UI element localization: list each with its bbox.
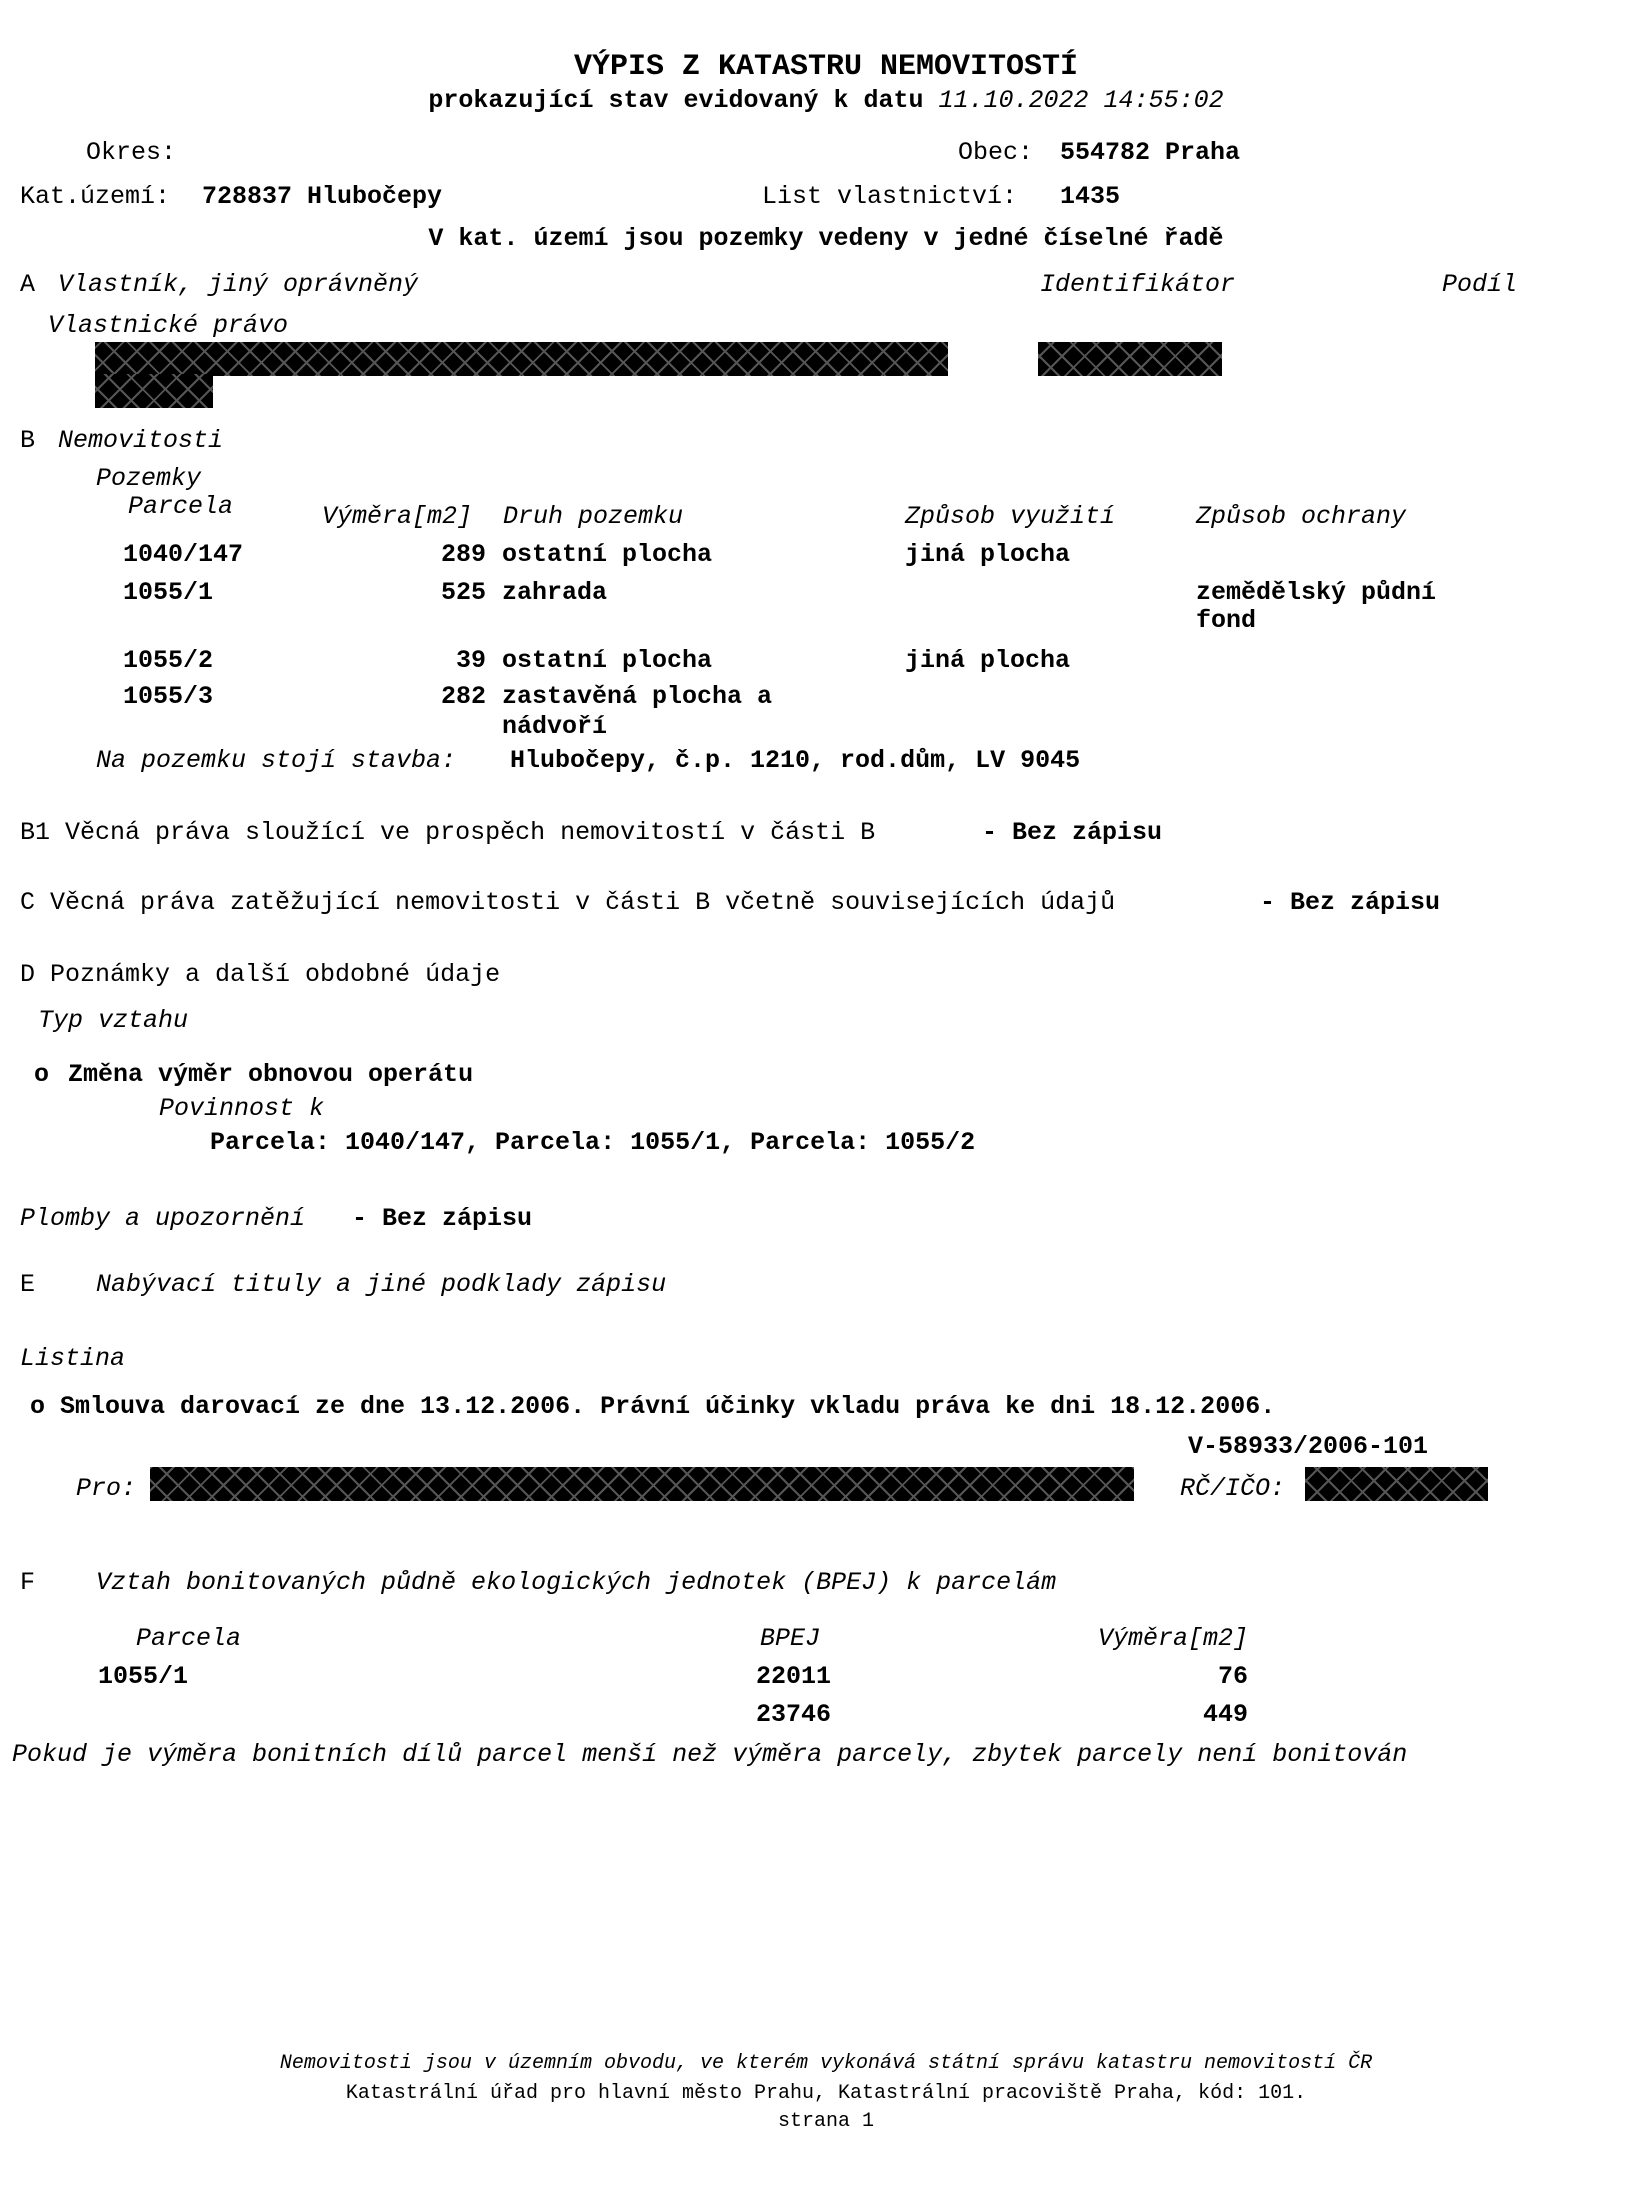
- subtitle-datetime: 11.10.2022 14:55:02: [938, 86, 1224, 115]
- parcel-type: ostatní plocha: [502, 540, 713, 569]
- section-b-heading: Nemovitosti: [58, 426, 224, 455]
- right-type: Vlastnické právo: [48, 311, 289, 340]
- parcel-area: 282: [440, 682, 486, 711]
- section-b-letter: B: [20, 426, 36, 455]
- building-value: Hlubočepy, č.p. 1210, rod.dům, LV 9045: [510, 746, 1081, 775]
- redacted-beneficiary: [150, 1467, 1134, 1501]
- identifier-column-label: Identifikátor: [1040, 270, 1236, 299]
- parcel-area: 289: [440, 540, 486, 569]
- parcel-area: 525: [440, 578, 486, 607]
- cadastre-note: V kat. území jsou pozemky vedeny v jedné číselné řadě: [428, 224, 1224, 253]
- col-header-vymera: Výměra[m2]: [322, 502, 473, 531]
- plomby-label: Plomby a upozornění: [20, 1204, 306, 1233]
- parcel-type-cont: nádvoří: [502, 712, 608, 741]
- obligation-label: Povinnost k: [159, 1094, 325, 1123]
- katuzemi-label: Kat.území:: [20, 182, 171, 211]
- obec-label: Obec:: [958, 138, 1034, 167]
- katuzemi-value: 728837 Hlubočepy: [202, 182, 443, 211]
- section-c-status: - Bez zápisu: [1260, 888, 1441, 917]
- parcel-use: jiná plocha: [905, 540, 1071, 569]
- pozemky-subheading: Pozemky: [96, 464, 202, 493]
- note-item: Změna výměr obnovou operátu: [68, 1060, 474, 1089]
- redacted-rc: [1305, 1467, 1488, 1501]
- parcel-number: 1055/3: [123, 682, 214, 711]
- section-a-letter: A: [20, 270, 36, 299]
- document-subtitle: [0, 88, 1652, 113]
- okres-label: Okres:: [86, 138, 177, 167]
- col-header-ochrana: Způsob ochrany: [1196, 502, 1407, 531]
- parcel-number: 1040/147: [123, 540, 244, 569]
- page-number: strana 1: [777, 2110, 874, 2133]
- obec-value: 554782 Praha: [1060, 138, 1241, 167]
- plomby-status: - Bez zápisu: [352, 1204, 533, 1233]
- bpej-code: 22011: [756, 1662, 832, 1691]
- parcel-area: 39: [455, 646, 486, 675]
- bullet: o: [30, 1392, 46, 1421]
- section-f-letter: F: [20, 1568, 36, 1597]
- section-a-heading: Vlastník, jiný oprávněný: [58, 270, 419, 299]
- pro-label: Pro:: [76, 1474, 137, 1503]
- bpej-note: Pokud je výměra bonitních dílů parcel menší než výměra parcely, zbytek parcely není bonitován: [12, 1740, 1408, 1769]
- bpej-parcel: 1055/1: [98, 1662, 189, 1691]
- section-c-text: C Věcná práva zatěžující nemovitosti v části B včetně souvisejících údajů: [20, 888, 1116, 917]
- obligation-parcels: Parcela: 1040/147, Parcela: 1055/1, Parcela: 1055/2: [210, 1128, 976, 1157]
- parcel-use: jiná plocha: [905, 646, 1071, 675]
- redacted-owner-name: [95, 342, 948, 376]
- bullet: o: [34, 1060, 50, 1089]
- parcel-protection: zemědělský půdní: [1196, 578, 1437, 607]
- lv-value: 1435: [1060, 182, 1121, 211]
- bpej-col-vymera: Výměra[m2]: [1097, 1624, 1248, 1653]
- document-reference: V-58933/2006-101: [1188, 1432, 1429, 1461]
- bpej-area: 449: [1202, 1700, 1248, 1729]
- redacted-owner-identifier: [1038, 342, 1222, 376]
- col-header-vyuziti: Způsob využití: [905, 502, 1116, 531]
- listina-label: Listina: [20, 1344, 126, 1373]
- parcel-type: zastavěná plocha a: [502, 682, 773, 711]
- col-header-parcela: Parcela: [128, 492, 234, 521]
- bpej-code: 23746: [756, 1700, 832, 1729]
- footer-line-2: Katastrální úřad pro hlavní město Prahu, Katastrální pracoviště Praha, kód: 101.: [345, 2082, 1307, 2105]
- section-b1-text: B1 Věcná práva sloužící ve prospěch nemovitostí v části B: [20, 818, 876, 847]
- section-e-heading: Nabývací tituly a jiné podklady zápisu: [96, 1270, 667, 1299]
- section-d-text: D Poznámky a další obdobné údaje: [20, 960, 501, 989]
- footer-line-1: Nemovitosti jsou v územním obvodu, ve kterém vykonává státní správu katastru nemovitostí ČR: [279, 2052, 1373, 2075]
- redacted-owner-name-cont: [95, 374, 213, 408]
- parcel-number: 1055/2: [123, 646, 214, 675]
- parcel-number: 1055/1: [123, 578, 214, 607]
- section-f-heading: Vztah bonitovaných půdně ekologických jednotek (BPEJ) k parcelám: [96, 1568, 1057, 1597]
- subtitle-prefix: prokazující stav evidovaný k datu: [428, 86, 924, 115]
- col-header-druh: Druh pozemku: [503, 502, 684, 531]
- bpej-area: 76: [1217, 1662, 1248, 1691]
- document-title: VÝPIS Z KATASTRU NEMOVITOSTÍ: [573, 50, 1079, 84]
- parcel-protection-cont: fond: [1196, 606, 1257, 635]
- share-column-label: Podíl: [1442, 270, 1518, 299]
- parcel-type: zahrada: [502, 578, 608, 607]
- parcel-type: ostatní plocha: [502, 646, 713, 675]
- document-description: Smlouva darovací ze dne 13.12.2006. Právní účinky vkladu práva ke dni 18.12.2006.: [60, 1392, 1276, 1421]
- building-label: Na pozemku stojí stavba:: [96, 746, 457, 775]
- section-b1-status: - Bez zápisu: [982, 818, 1163, 847]
- bpej-col-parcela: Parcela: [136, 1624, 242, 1653]
- section-e-letter: E: [20, 1270, 36, 1299]
- relation-type-label: Typ vztahu: [38, 1006, 189, 1035]
- bpej-col-bpej: BPEJ: [760, 1624, 821, 1653]
- lv-label: List vlastnictví:: [762, 182, 1018, 211]
- rc-label: RČ/IČO:: [1180, 1474, 1286, 1503]
